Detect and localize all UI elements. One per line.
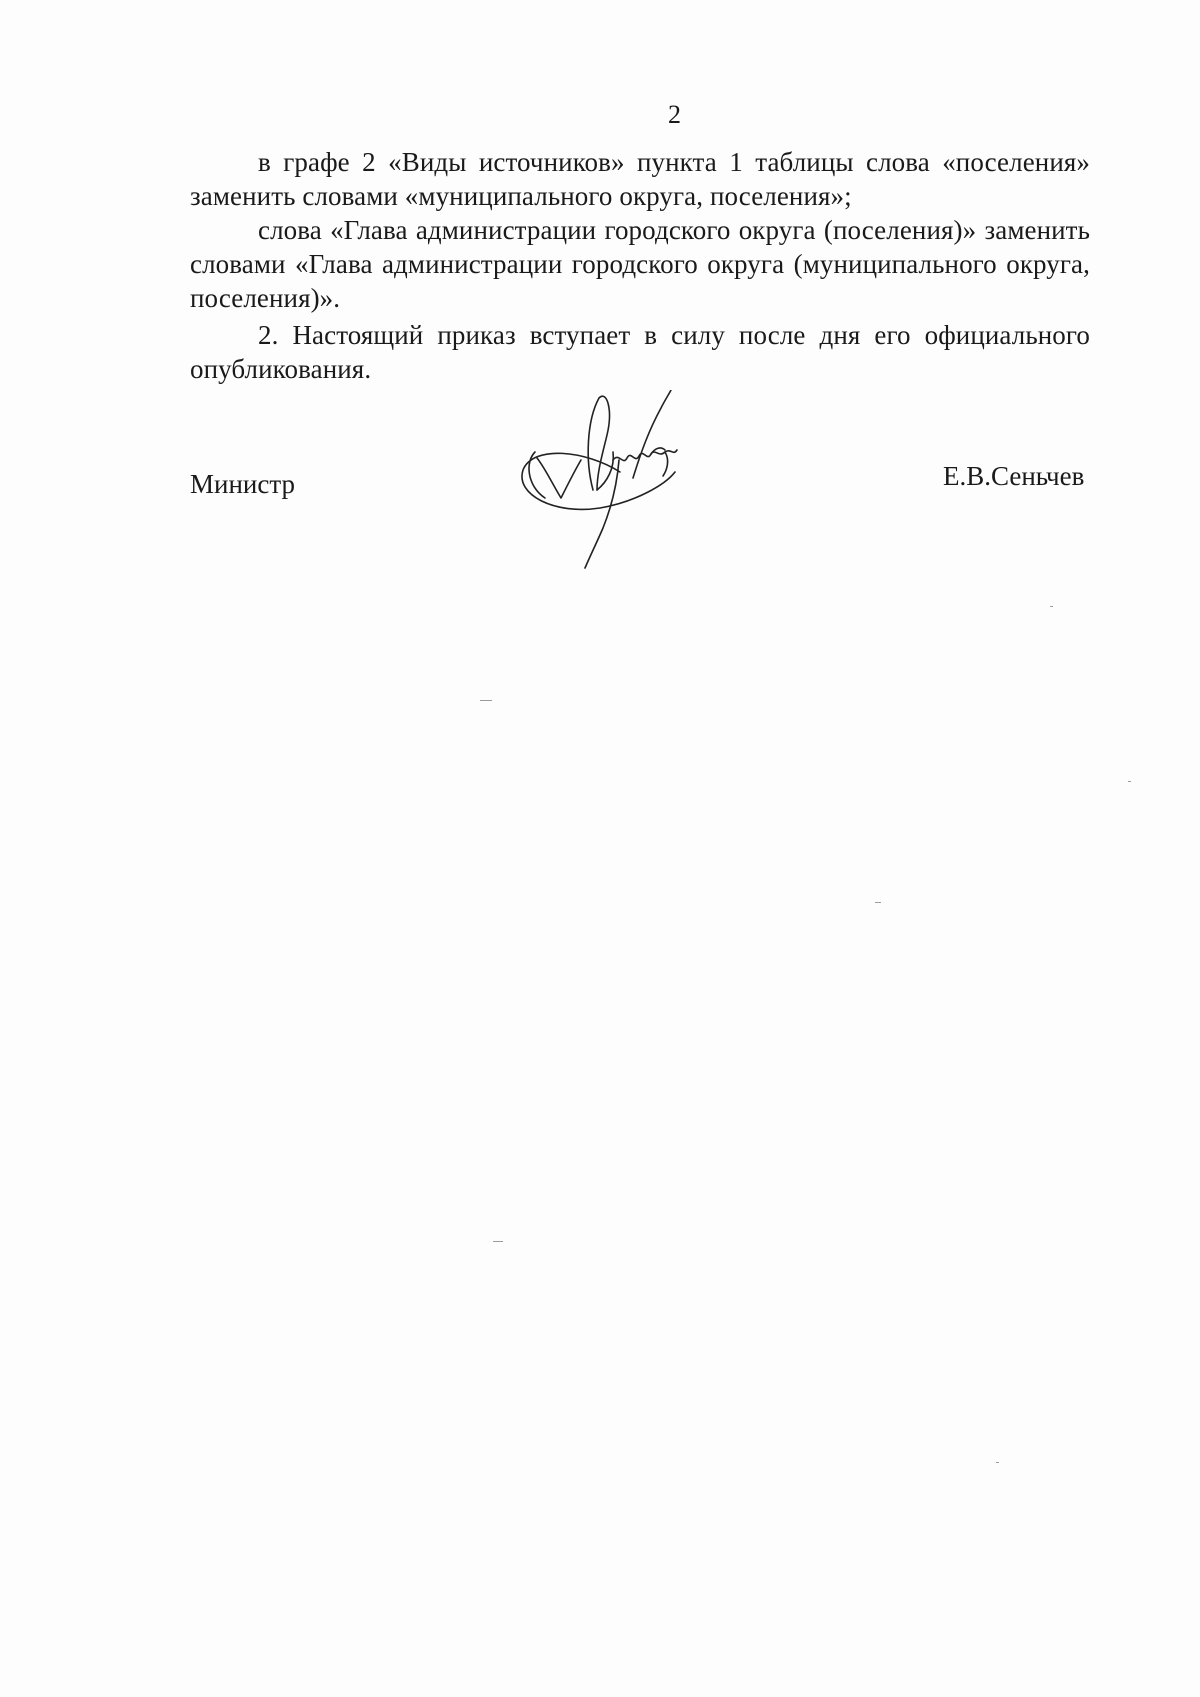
scan-speck <box>493 1241 503 1242</box>
paragraph-effective-date: 2. Настоящий приказ вступает в силу после дня его официального опубликования. <box>190 320 1090 384</box>
paragraph-replace-head-title: слова «Глава администрации городского округа (поселения)» заменить словами «Глава администрации городского округа (муниципального округа, поселения)». <box>190 215 1090 313</box>
scan-speck <box>480 700 492 701</box>
scan-speck <box>1128 781 1131 782</box>
paragraph-replace-settlement: в графе 2 «Виды источников» пункта 1 таблицы слова «поселения» заменить словами «муниципального округа, поселения»; <box>190 147 1090 211</box>
signatory-name: Е.В.Сеньчев <box>943 461 1085 491</box>
document-body <box>190 145 1090 386</box>
signatory-title: Министр <box>190 469 295 499</box>
scan-speck <box>1050 606 1053 607</box>
page-number: 2 <box>668 100 681 129</box>
scan-speck <box>875 902 881 903</box>
scan-speck <box>996 1462 999 1463</box>
handwritten-signature <box>515 390 745 580</box>
